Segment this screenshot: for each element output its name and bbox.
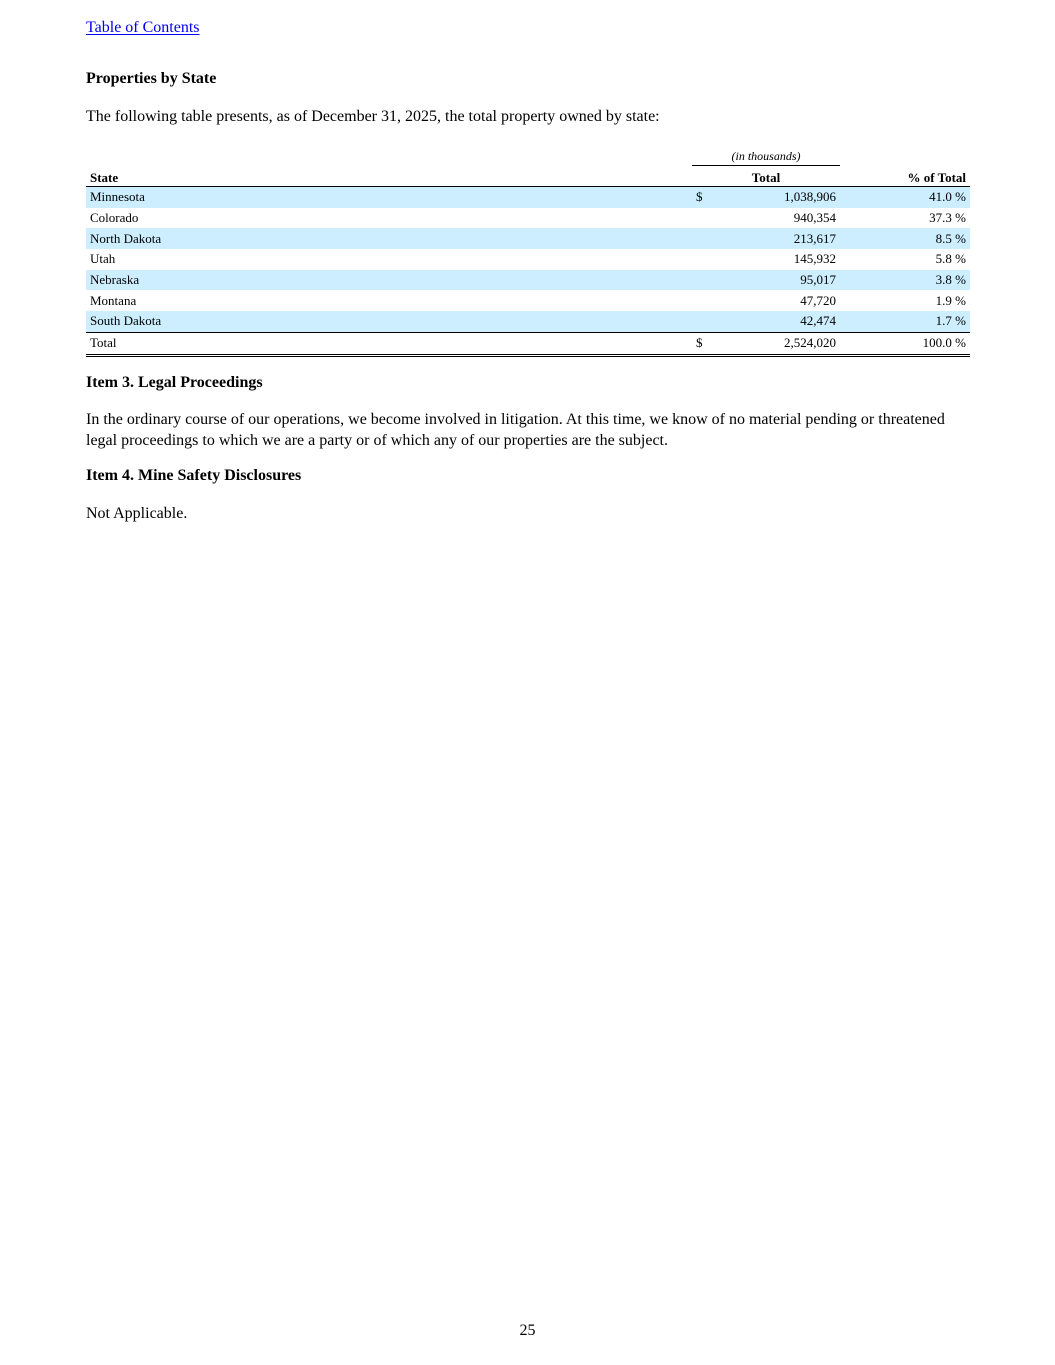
pct-cell: 1.7 % — [840, 311, 970, 332]
state-cell: Nebraska — [86, 270, 692, 291]
pct-cell: 8.5 % — [840, 228, 970, 249]
table-row — [86, 270, 970, 291]
total-cell: 47,720 — [800, 292, 837, 308]
table-header-row — [86, 166, 970, 187]
pct-cell: 1.9 % — [935, 292, 967, 308]
table-row — [86, 290, 970, 311]
currency-cell — [692, 208, 712, 229]
total-cell: 940,354 — [793, 210, 837, 226]
currency-cell — [692, 311, 712, 332]
currency-cell — [692, 249, 712, 270]
state-cell: Minnesota — [86, 187, 692, 208]
mine-safety-heading: Item 4. Mine Safety Disclosures — [86, 467, 302, 484]
table-row — [86, 228, 970, 249]
total-cell: 1,038,906 — [712, 187, 840, 208]
properties-heading: Properties by State — [86, 70, 217, 87]
total-cell: 213,617 — [712, 228, 840, 249]
legal-proceedings-heading: Item 3. Legal Proceedings — [86, 374, 263, 391]
state-cell: Utah — [90, 251, 116, 267]
column-header-pct: % of Total — [840, 166, 970, 187]
total-cell: 42,474 — [712, 311, 840, 332]
table-total-row — [86, 332, 970, 355]
pct-cell: 5.8 % — [935, 251, 967, 267]
currency-cell: $ — [692, 187, 712, 208]
state-cell: Montana — [90, 292, 137, 308]
grand-total-cell: 2,524,020 — [712, 332, 840, 355]
total-cell: 145,932 — [793, 251, 837, 267]
pct-cell: 41.0 % — [840, 187, 970, 208]
total-cell: 95,017 — [712, 270, 840, 291]
column-header-state: State — [86, 166, 692, 187]
state-cell: Colorado — [90, 210, 139, 226]
currency-cell — [692, 270, 712, 291]
table-row — [86, 208, 970, 229]
pct-cell: 3.8 % — [840, 270, 970, 291]
unit-note: (in thousands) — [692, 149, 840, 166]
table-row — [86, 249, 970, 270]
legal-proceedings-body: In the ordinary course of our operations, we become involved in litigation. At this time, we know of no material pending or threatened legal proceedings to which we are a party or of which any of our properties are the subject. — [86, 411, 945, 449]
table-row — [86, 187, 970, 208]
state-cell: South Dakota — [86, 311, 692, 332]
state-cell: North Dakota — [86, 228, 692, 249]
mine-safety-body: Not Applicable. — [86, 505, 188, 522]
properties-intro: The following table presents, as of December 31, 2025, the total property owned by state: — [86, 108, 660, 125]
grand-pct-cell: 100.0 % — [840, 332, 970, 355]
table-of-contents-link[interactable]: Table of Contents — [86, 19, 200, 36]
pct-cell: 37.3 % — [929, 210, 967, 226]
column-header-total: Total — [692, 166, 840, 187]
currency-cell: $ — [692, 332, 712, 355]
currency-cell — [692, 290, 712, 311]
properties-table — [86, 166, 970, 357]
table-row — [86, 311, 970, 332]
currency-cell — [692, 228, 712, 249]
page-number: 25 — [519, 1322, 536, 1339]
total-label-cell: Total — [86, 332, 692, 355]
